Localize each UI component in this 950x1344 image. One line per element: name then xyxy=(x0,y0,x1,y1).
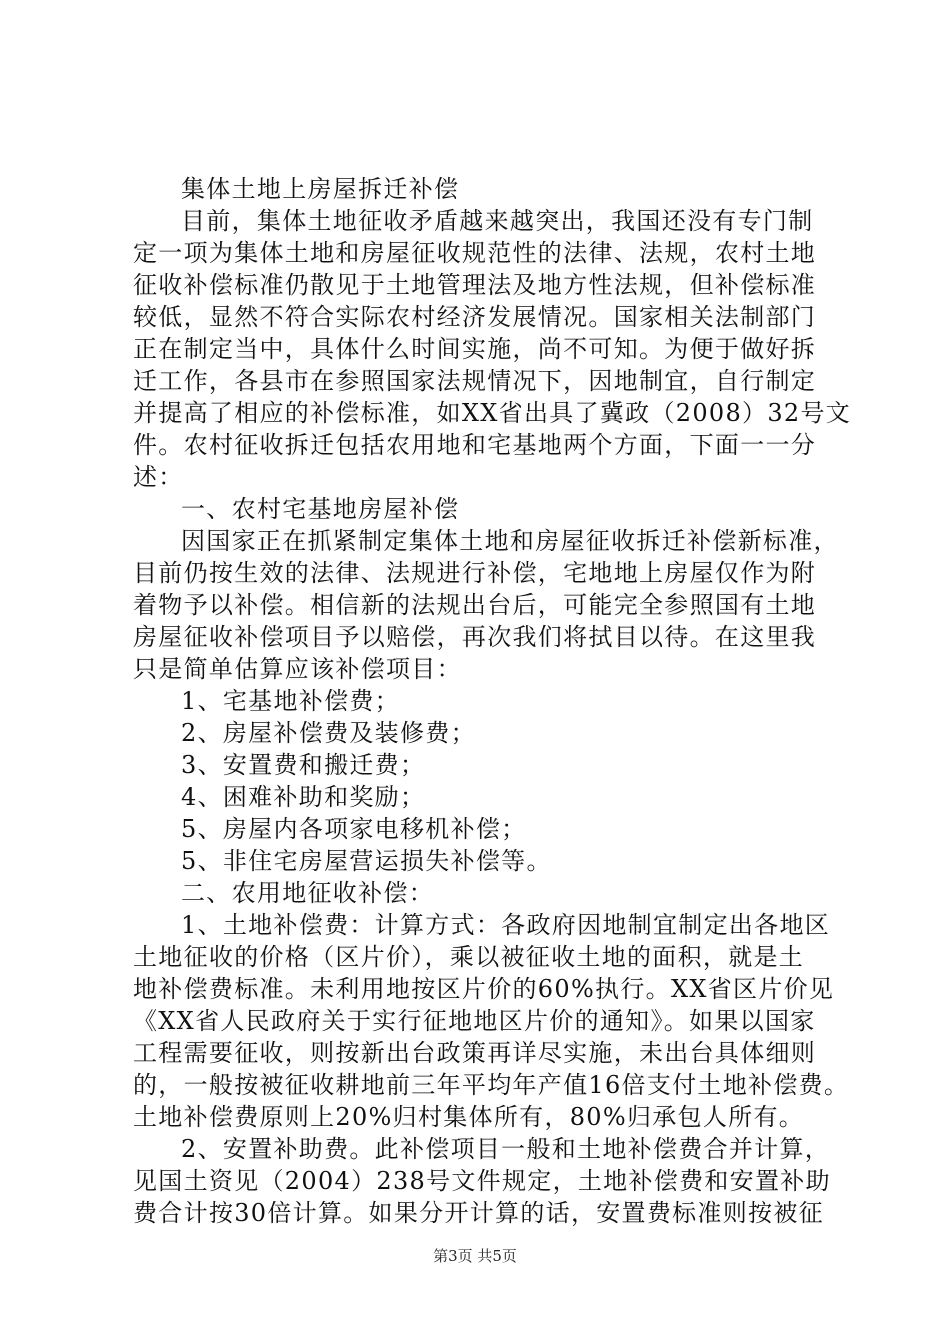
paragraph-line: 工程需要征收，则按新出台政策再详尽实施，未出台具体细则 xyxy=(133,1039,817,1067)
paragraph-line: 只是简单估算应该补偿项目： xyxy=(133,655,462,683)
paragraph-line: 1、土地补偿费：计算方式：各政府因地制宜制定出各地区 xyxy=(181,911,831,939)
paragraph-line: 定一项为集体土地和房屋征收规范性的法律、法规，农村土地 xyxy=(133,239,817,267)
list-item: 3、安置费和搬迁费； xyxy=(181,751,426,779)
list-item: 1、宅基地补偿费； xyxy=(181,687,400,715)
list-item: 5、非住宅房屋营运损失补偿等。 xyxy=(181,847,552,875)
page-number-footer: 第3页 共5页 xyxy=(433,1247,517,1265)
document-title: 集体土地上房屋拆迁补偿 xyxy=(181,175,460,203)
paragraph-line: 地补偿费标准。未利用地按区片价的60%执行。XX省区片价见 xyxy=(133,975,835,1003)
list-item: 4、困难补助和奖励； xyxy=(181,783,426,811)
paragraph-line: 费合计按30倍计算。如果分开计算的话，安置费标准则按被征 xyxy=(133,1199,824,1227)
paragraph-line: 2、安置补助费。此补偿项目一般和土地补偿费合并计算， xyxy=(181,1135,831,1163)
paragraph-line: 并提高了相应的补偿标准，如XX省出具了冀政（2008）32号文 xyxy=(133,399,852,427)
paragraph-line: 正在制定当中，具体什么时间实施，尚不可知。为便于做好拆 xyxy=(133,335,817,363)
paragraph-line: 较低，显然不符合实际农村经济发展情况。国家相关法制部门 xyxy=(133,303,817,331)
paragraph-line: 述： xyxy=(133,463,184,491)
paragraph-line: 土地征收的价格（区片价），乘以被征收土地的面积，就是土 xyxy=(133,943,805,971)
section-heading: 二、农用地征收补偿： xyxy=(181,879,434,907)
paragraph-line: 着物予以补偿。相信新的法规出台后，可能完全参照国有土地 xyxy=(133,591,817,619)
section-heading: 一、农村宅基地房屋补偿 xyxy=(181,495,460,523)
paragraph-line: 目前，集体土地征收矛盾越来越突出，我国还没有专门制 xyxy=(181,207,814,235)
paragraph-line: 目前仍按生效的法律、法规进行补偿，宅地地上房屋仅作为附 xyxy=(133,559,817,587)
paragraph-line: 土地补偿费原则上20%归村集体所有，80%归承包人所有。 xyxy=(133,1103,805,1131)
paragraph-line: 迁工作，各县市在参照国家法规情况下，因地制宜，自行制定 xyxy=(133,367,817,395)
list-item: 5、房屋内各项家电移机补偿； xyxy=(181,815,527,843)
paragraph-line: 件。农村征收拆迁包括农用地和宅基地两个方面，下面一一分 xyxy=(133,431,817,459)
paragraph-line: 房屋征收补偿项目予以赔偿，再次我们将拭目以待。在这里我 xyxy=(133,623,817,651)
paragraph-line: 见国土资见（2004）238号文件规定，土地补偿费和安置补助 xyxy=(133,1167,831,1195)
paragraph-line: 征收补偿标准仍散见于土地管理法及地方性法规，但补偿标准 xyxy=(133,271,817,299)
paragraph-line: 的，一般按被征收耕地前三年平均年产值16倍支付土地补偿费。 xyxy=(133,1071,850,1099)
paragraph-line: 因国家正在抓紧制定集体土地和房屋征收拆迁补偿新标准， xyxy=(181,527,839,555)
paragraph-line: 《XX省人民政府关于实行征地地区片价的通知》。如果以国家 xyxy=(133,1007,816,1035)
list-item: 2、房屋补偿费及装修费； xyxy=(181,719,476,747)
